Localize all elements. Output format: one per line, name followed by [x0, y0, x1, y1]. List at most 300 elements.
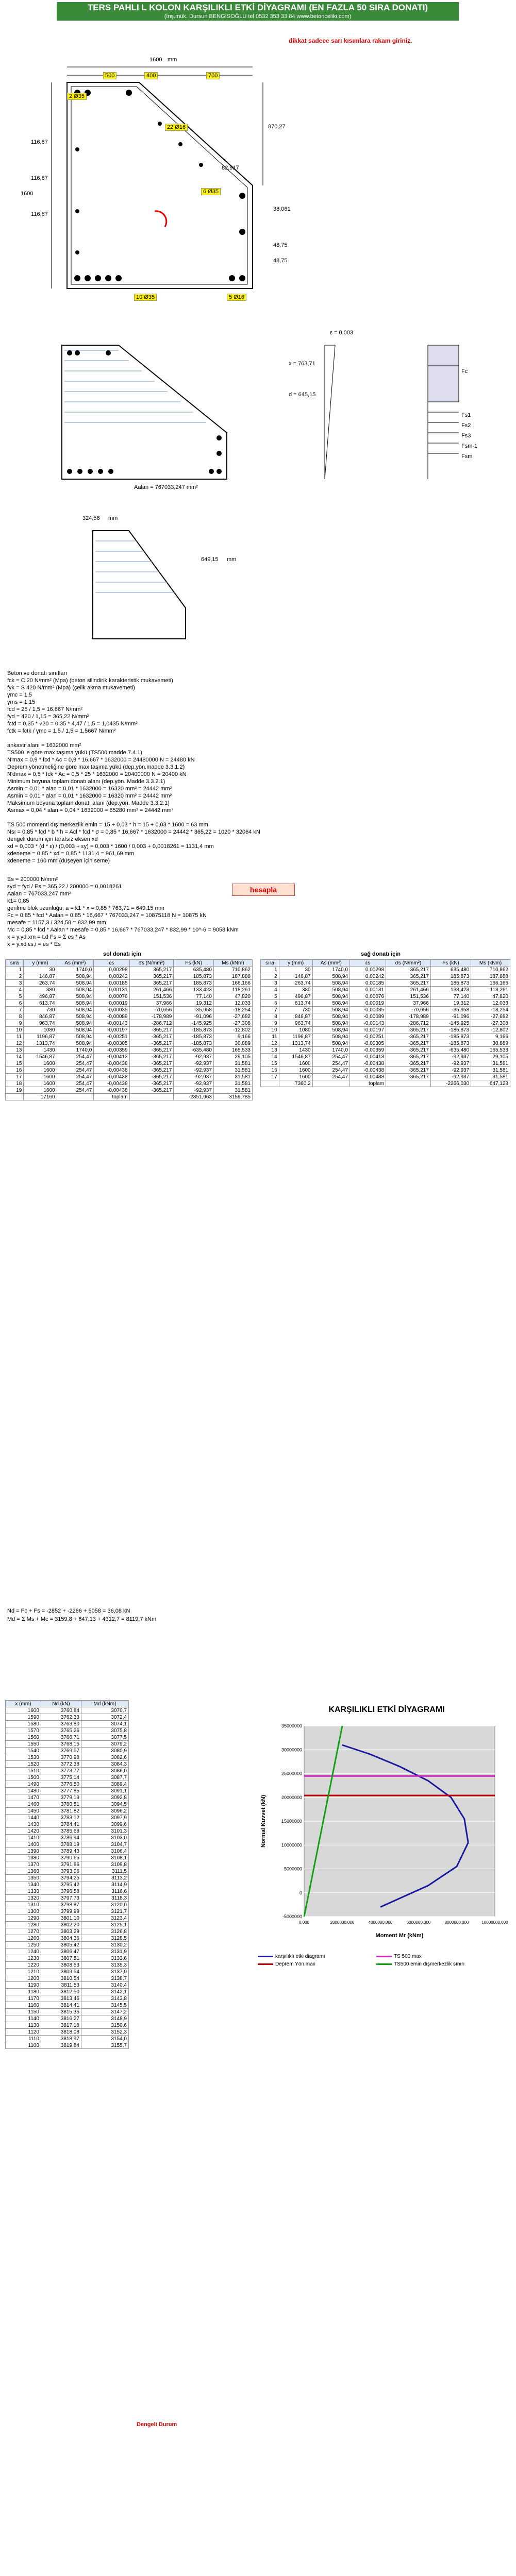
table-row [6, 1727, 129, 1734]
table-cell: -92,937 [430, 1054, 471, 1060]
param-line: TS 500 momenti dış merkezlik emin = 15 + 0,03 * h = 15 + 0,03 * 1600 = 63 mm [7, 822, 208, 828]
strain-diagram [5, 330, 510, 500]
table-cell: 1430 [279, 1047, 312, 1054]
x-tick-label: 10000000,000 [481, 1920, 508, 1925]
table-cell: 3776,50 [41, 1781, 81, 1788]
table-cell: 508,94 [57, 1040, 94, 1047]
param-line: Asmin = 0,01 * alan = 0,01 * 1632000 = 16320 mm² = 24442 mm² [7, 793, 172, 799]
param2-line: x = y.yd xm = t.d Fs = Σ es * As [7, 934, 86, 940]
bars-label-e[interactable]: 6 Ø35 [201, 188, 221, 195]
table-cell: 31,581 [471, 1074, 510, 1080]
table-cell: 3155,7 [81, 2042, 128, 2049]
y-tick-label: 0 [299, 1890, 302, 1895]
table-cell: 1250 [6, 1942, 41, 1948]
table-cell: 3121,7 [81, 1908, 128, 1915]
table-cell: 508,94 [312, 973, 349, 980]
table-row [261, 1040, 510, 1047]
table-cell: 133,423 [430, 987, 471, 993]
table-cell: 19,312 [174, 1000, 214, 1007]
table-cell: 3101,3 [81, 1828, 128, 1835]
param-line: N'dmax = 0,5 * fck * Ac = 0,5 * 25 * 1632000 = 20400000 N = 20400 kN [7, 771, 187, 777]
table-cell: 3128,5 [81, 1935, 128, 1942]
table-cell: 1430 [24, 1047, 57, 1054]
table-cell: 3126,8 [81, 1928, 128, 1935]
table-cell: 3794,25 [41, 1875, 81, 1882]
table-cell: -27,308 [213, 1020, 252, 1027]
table-cell: 3106,4 [81, 1848, 128, 1855]
table-cell: 3077,5 [81, 1734, 128, 1741]
table-cell: 13 [6, 1047, 24, 1054]
right-rebar-table [260, 959, 510, 1087]
table-cell: 31,581 [213, 1087, 252, 1094]
table-cell: 3799,99 [41, 1908, 81, 1915]
param-line: Beton ve donatı sınıfları [7, 670, 68, 676]
table-cell: 635,480 [174, 967, 214, 973]
table-row [6, 967, 253, 973]
table-cell: 1600 [24, 1087, 57, 1094]
table-cell: -92,937 [174, 1060, 214, 1067]
table-cell: -185,873 [174, 1040, 214, 1047]
x-tick-label: 8000000,000 [444, 1920, 469, 1925]
table-row [6, 2009, 129, 2015]
table-cell: 3809,54 [41, 1969, 81, 1975]
table-cell: 9,166 [471, 1033, 510, 1040]
table-cell: -70,656 [386, 1007, 431, 1013]
table-row [6, 1982, 129, 1989]
legend-item [258, 1954, 376, 1959]
param2-line: k1= 0,85 [7, 898, 29, 904]
table-row [6, 987, 253, 993]
force-fc: Fc [461, 368, 468, 375]
table-cell: 166,166 [213, 980, 252, 987]
table-cell: -0,00251 [350, 1033, 386, 1040]
x-tick-label: 6000000,000 [406, 1920, 431, 1925]
strain-ec: ε = 0.003 [330, 330, 353, 336]
table-row [6, 1768, 129, 1774]
table-cell: 846,87 [279, 1013, 312, 1020]
table-row [6, 1989, 129, 1995]
total-row [261, 1080, 510, 1087]
table-cell: 1600 [24, 1067, 57, 1074]
table-row [6, 1027, 253, 1033]
table-cell: -0,00438 [94, 1074, 129, 1080]
column-header: εs [94, 960, 129, 967]
table-cell: 187,888 [213, 973, 252, 980]
param-line: xd = 0,003 * (d * ε) / (0,003 + εy) = 0,003 * 1600 / 0,003 + 0,0018261 = 1131,4 mm [7, 843, 214, 850]
table-cell: 508,94 [312, 987, 349, 993]
table-cell: 508,94 [312, 1000, 349, 1007]
table-cell: 3819,84 [41, 2042, 81, 2049]
table-cell: 3140,4 [81, 1982, 128, 1989]
table-cell: -365,217 [129, 1074, 174, 1080]
table-cell: -92,937 [430, 1060, 471, 1067]
table-row [6, 1781, 129, 1788]
column-header: y (mm) [279, 960, 312, 967]
column-header: σs (N/mm²) [386, 960, 431, 967]
table-cell: 14 [261, 1054, 279, 1060]
table-cell: 30 [24, 967, 57, 973]
legend-item [376, 1961, 495, 1967]
table-cell: -92,937 [430, 1067, 471, 1074]
table-cell: 3118,3 [81, 1895, 128, 1902]
table-cell: 165,533 [213, 1047, 252, 1054]
table-cell: 254,47 [57, 1060, 94, 1067]
dim-top-w3[interactable]: 700 [206, 72, 220, 79]
table-cell: -185,873 [430, 1033, 471, 1040]
column-header: x (mm) [6, 1701, 41, 1707]
table-cell: 3074,1 [81, 1721, 128, 1727]
table-cell: 1520 [6, 1761, 41, 1768]
column-header: Fs (kN) [430, 960, 471, 967]
table-cell: -365,217 [386, 1040, 431, 1047]
table-row [6, 2022, 129, 2029]
table-cell: 508,94 [57, 1020, 94, 1027]
table-cell: 3092,8 [81, 1794, 128, 1801]
table-cell: 15 [6, 1060, 24, 1067]
table-cell: 3817,18 [41, 2022, 81, 2029]
table-cell: 17 [261, 1074, 279, 1080]
table-cell: 1460 [6, 1801, 41, 1808]
table-cell: -0,00143 [94, 1020, 129, 1027]
hesapla-button[interactable]: hesapla [232, 884, 295, 896]
table-cell: 1570 [6, 1727, 41, 1734]
table-cell: 1160 [6, 2002, 41, 2009]
table-cell: 0,00298 [350, 967, 386, 973]
table-cell: 3147,2 [81, 2009, 128, 2015]
table-cell: 3116,6 [81, 1888, 128, 1895]
param-line: TS500 'e göre max taşıma yükü (TS500 madde 7.4.1) [7, 750, 142, 756]
table-cell: 3150,6 [81, 2022, 128, 2029]
table-cell: 3784,41 [41, 1821, 81, 1828]
table-cell: 508,94 [312, 1040, 349, 1047]
table-cell: 0,00185 [350, 980, 386, 987]
table-cell: 3798,87 [41, 1902, 81, 1908]
table-row [261, 1033, 510, 1040]
table-cell: 6 [6, 1000, 24, 1007]
legend-label: TS 500 max [394, 1954, 422, 1959]
table-cell: -145,925 [430, 1020, 471, 1027]
table-cell: 12,033 [213, 1000, 252, 1007]
table-cell: 1600 [24, 1080, 57, 1087]
table-cell: 3807,51 [41, 1955, 81, 1962]
dim-r4: 48,75 [273, 258, 288, 264]
param-line: xdeneme = 0,85 * xd = 0,85 * 1131,4 = 961,69 mm [7, 851, 134, 857]
table-row [6, 1855, 129, 1861]
table-cell: 1180 [6, 1989, 41, 1995]
table-cell: 3810,54 [41, 1975, 81, 1982]
table-cell: 185,873 [430, 980, 471, 987]
table-cell: -2851,963 [174, 1094, 214, 1100]
table-cell: -27,682 [471, 1013, 510, 1020]
table-cell: 1546,87 [24, 1054, 57, 1060]
table-row [6, 1741, 129, 1748]
table-cell: 9 [6, 1020, 24, 1027]
table-cell: 647,128 [471, 1080, 510, 1087]
table-row [6, 1935, 129, 1942]
table-cell: 146,87 [279, 973, 312, 980]
table-cell: -365,217 [129, 1054, 174, 1060]
table-cell [57, 1094, 94, 1100]
table-cell: 1150 [6, 2009, 41, 2015]
table-row [6, 1875, 129, 1882]
column-header: Md (kNm) [81, 1701, 128, 1707]
table-cell: 1080 [279, 1027, 312, 1033]
table-cell: -365,217 [386, 1067, 431, 1074]
strain-d: d = 645,15 [289, 392, 316, 398]
table-cell: -18,254 [213, 1007, 252, 1013]
table-cell: 7360,2 [279, 1080, 312, 1087]
table-row [261, 1000, 510, 1007]
table-cell: 254,47 [57, 1054, 94, 1060]
table-cell: 263,74 [279, 980, 312, 987]
table-row [261, 1074, 510, 1080]
table-cell: -365,217 [129, 1080, 174, 1087]
table-cell: 165,533 [471, 1047, 510, 1054]
table-cell: 1400 [6, 1841, 41, 1848]
table-cell: 9 [261, 1020, 279, 1027]
param-line: Maksimum boyuna toplam donatı alanı (dep.yön. Madde 3.3.2.1) [7, 800, 170, 806]
table-cell: 1 [261, 967, 279, 973]
bars-label-c[interactable]: 5 Ø16 [227, 294, 246, 301]
chart-title: KARŞILIKLI ETKİ DİYAGRAMI [328, 1705, 445, 1714]
table-cell: -365,217 [129, 1040, 174, 1047]
table-cell: 3138,7 [81, 1975, 128, 1982]
table-cell: 1600 [6, 1707, 41, 1714]
table-cell: 3152,3 [81, 2029, 128, 2036]
dim-total-unit: mm [168, 57, 177, 63]
table-cell: -0,00305 [94, 1040, 129, 1047]
table-cell: 1240 [6, 1948, 41, 1955]
table-cell: -145,925 [174, 1020, 214, 1027]
table-cell: 3108,1 [81, 1855, 128, 1861]
table-cell: 254,47 [312, 1074, 349, 1080]
table-cell: 1600 [279, 1067, 312, 1074]
dim-top-w1[interactable]: 500 [103, 72, 116, 79]
table-cell: 1313,74 [24, 1040, 57, 1047]
y-axis-label: Normal Kuvvet (kN) [260, 1794, 267, 1848]
table-cell: 380 [24, 987, 57, 993]
bars-top-a[interactable]: 2 Ø35 [67, 93, 87, 100]
table-row [6, 2036, 129, 2042]
table-cell: -0,00359 [350, 1047, 386, 1054]
table-cell: 3094,5 [81, 1801, 128, 1808]
dim-top-w2[interactable]: 400 [144, 72, 158, 79]
table-cell: 7 [261, 1007, 279, 1013]
table-row [6, 1995, 129, 2002]
table-row [261, 987, 510, 993]
table-cell: 12,033 [471, 1000, 510, 1007]
bars-label-b[interactable]: 10 Ø35 [134, 294, 157, 301]
table-cell: 3789,43 [41, 1848, 81, 1855]
table-cell: 3818,08 [41, 2029, 81, 2036]
table-cell: 1600 [279, 1060, 312, 1067]
table-cell: 730 [24, 1007, 57, 1013]
legend-swatch [376, 1956, 392, 1957]
table-cell: 31,581 [471, 1067, 510, 1074]
table-cell: -365,217 [386, 1054, 431, 1060]
table-row [6, 2029, 129, 2036]
table-cell: 3137,0 [81, 1969, 128, 1975]
column-header: Fs (kN) [174, 960, 214, 967]
bars-label-d[interactable]: 22 Ø16 [165, 124, 188, 131]
table-row [6, 1915, 129, 1922]
table-cell: 1170 [6, 1995, 41, 2002]
column-header: y (mm) [24, 960, 57, 967]
table-cell: -91,096 [430, 1013, 471, 1020]
table-cell: 3768,15 [41, 1741, 81, 1748]
table-cell: -92,937 [174, 1080, 214, 1087]
table-cell: -35,958 [174, 1007, 214, 1013]
table-cell: 3086,0 [81, 1768, 128, 1774]
param-line: fck = C 20 N/mm² (Mpa) (beton silindirik karakteristik mukavemeti) [7, 677, 173, 684]
table-cell: 508,94 [57, 993, 94, 1000]
table-cell: 1210 [6, 1969, 41, 1975]
table-cell: 1740,0 [312, 1047, 349, 1054]
table-cell: 3080,9 [81, 1748, 128, 1754]
param-line: Deprem yönetmeliğine göre max taşıma yükü (dep.yön.madde 3.3.1.2) [7, 764, 185, 770]
table-cell: 29,105 [213, 1054, 252, 1060]
column-header: Ms (kNm) [213, 960, 252, 967]
table-row [261, 993, 510, 1000]
legend-label: karşılıklı etki diagramı [275, 1954, 325, 1959]
table-cell: 19 [6, 1087, 24, 1094]
table-row [6, 1080, 253, 1087]
table-row [261, 1007, 510, 1013]
table-cell: -365,217 [386, 1074, 431, 1080]
table-row [6, 1060, 253, 1067]
table-row [6, 1054, 253, 1060]
table-row [6, 1047, 253, 1054]
table-cell: -178,989 [129, 1013, 174, 1020]
table-cell: 261,466 [129, 987, 174, 993]
param-line: γmc = 1,5 [7, 692, 32, 698]
table-row [6, 1902, 129, 1908]
table-cell: 11 [261, 1033, 279, 1040]
table-cell: 365,217 [386, 973, 431, 980]
table-cell: -91,096 [174, 1013, 214, 1020]
y-tick-label: 15000000 [281, 1819, 302, 1824]
table-cell: 380 [279, 987, 312, 993]
table-cell: -365,217 [129, 1027, 174, 1033]
table-cell: 118,261 [471, 987, 510, 993]
param-line: Nsı = 0,85 * fcd * b * h = Acl * fcd * σ = 0,85 * 16,667 * 1632000 = 24442 * 365,22 = 1020 * 32064 kN [7, 829, 260, 835]
table-cell: 3762,33 [41, 1714, 81, 1721]
interaction-chart [258, 1721, 508, 1947]
table-cell: 185,873 [174, 973, 214, 980]
table-row [6, 1074, 253, 1080]
table-row [6, 1841, 129, 1848]
table-cell: 2 [6, 973, 24, 980]
table-row [261, 1060, 510, 1067]
table-cell: 31,581 [213, 1060, 252, 1067]
table-cell: 3760,84 [41, 1707, 81, 1714]
column-header: εs [350, 960, 386, 967]
table-cell: 1100 [6, 2042, 41, 2049]
table-cell: 730 [279, 1007, 312, 1013]
table-cell [261, 1080, 279, 1087]
table-cell: 47,820 [213, 993, 252, 1000]
legend-label: TS500 emin dışmerkezlik sınırı [394, 1961, 465, 1967]
dim-mid3: 116,87 [31, 211, 48, 217]
table-row [6, 1969, 129, 1975]
table-cell: 17 [6, 1074, 24, 1080]
table-cell: 508,94 [57, 980, 94, 987]
table-row [6, 2002, 129, 2009]
table-cell: 261,466 [386, 987, 431, 993]
table-cell: -27,682 [213, 1013, 252, 1020]
table-row [6, 1067, 253, 1074]
table-cell: 3070,7 [81, 1707, 128, 1714]
table-cell: 185,873 [430, 973, 471, 980]
page-header [57, 2, 459, 21]
table-cell: 12 [261, 1040, 279, 1047]
table-cell: 4 [6, 987, 24, 993]
table-cell: 1450 [6, 1808, 41, 1815]
table-cell: 0,00185 [94, 980, 129, 987]
param-line: Asmax = 0,04 * alan = 0,04 * 1632000 = 65280 mm² = 24442 mm² [7, 807, 174, 814]
table-row [261, 1020, 510, 1027]
table-cell: 613,74 [279, 1000, 312, 1007]
table-cell: 1600 [24, 1060, 57, 1067]
table-cell: 31,581 [471, 1060, 510, 1067]
table-cell: -92,937 [174, 1074, 214, 1080]
column-header: sıra [261, 960, 279, 967]
table-cell: 31,581 [213, 1080, 252, 1087]
table-cell: 3808,53 [41, 1962, 81, 1969]
table-row [261, 973, 510, 980]
table-cell: 31,581 [213, 1067, 252, 1074]
table-cell: -0,00438 [350, 1074, 386, 1080]
table-cell: 77,140 [174, 993, 214, 1000]
dim-total-width: 1600 [149, 57, 162, 63]
table-cell: 1260 [6, 1935, 41, 1942]
table-cell: -0,00413 [350, 1054, 386, 1060]
table-cell: 3075,8 [81, 1727, 128, 1734]
table-cell: 3812,50 [41, 1989, 81, 1995]
table-row [6, 1955, 129, 1962]
force-fsm: Fsm [461, 453, 473, 460]
table-cell: 3145,5 [81, 2002, 128, 2009]
table-cell: 3775,14 [41, 1774, 81, 1781]
table-cell: 3780,51 [41, 1801, 81, 1808]
table-cell: 16 [6, 1067, 24, 1074]
table-cell: 3797,73 [41, 1895, 81, 1902]
table-cell: 508,94 [57, 1007, 94, 1013]
table-cell: 3159,785 [213, 1094, 252, 1100]
table-cell: 3113,2 [81, 1875, 128, 1882]
param-line: fyk = S 420 N/mm² (Mpa) (çelik akma mukavemeti) [7, 685, 135, 691]
table-row [6, 1788, 129, 1794]
summary-nd: Nd = Fc + Fs = -2852 + -2266 + 5058 = 36,08 kN [7, 1608, 130, 1614]
param-line: ankastr alanı = 1632000 mm² [7, 742, 81, 749]
table-cell: 3111,5 [81, 1868, 128, 1875]
table-cell: -0,00197 [94, 1027, 129, 1033]
table-cell: -0,00197 [350, 1027, 386, 1033]
table-row [6, 1821, 129, 1828]
table-cell: 963,74 [279, 1020, 312, 1027]
table-cell: 365,217 [386, 967, 431, 973]
table-cell: 18 [6, 1080, 24, 1087]
param-line: fctk = fctk / γmc = 1,5 / 1,5 = 1,5667 N/mm² [7, 728, 116, 734]
table-cell: 365,217 [129, 973, 174, 980]
table-cell: -365,217 [386, 1060, 431, 1067]
table-cell: 508,94 [312, 1020, 349, 1027]
table-cell: 3801,10 [41, 1915, 81, 1922]
area-label: Aalan = 767033,247 mm² [134, 484, 198, 490]
table-cell: 1196,87 [24, 1033, 57, 1040]
table-cell: -0,00251 [94, 1033, 129, 1040]
column-header: As (mm²) [57, 960, 94, 967]
